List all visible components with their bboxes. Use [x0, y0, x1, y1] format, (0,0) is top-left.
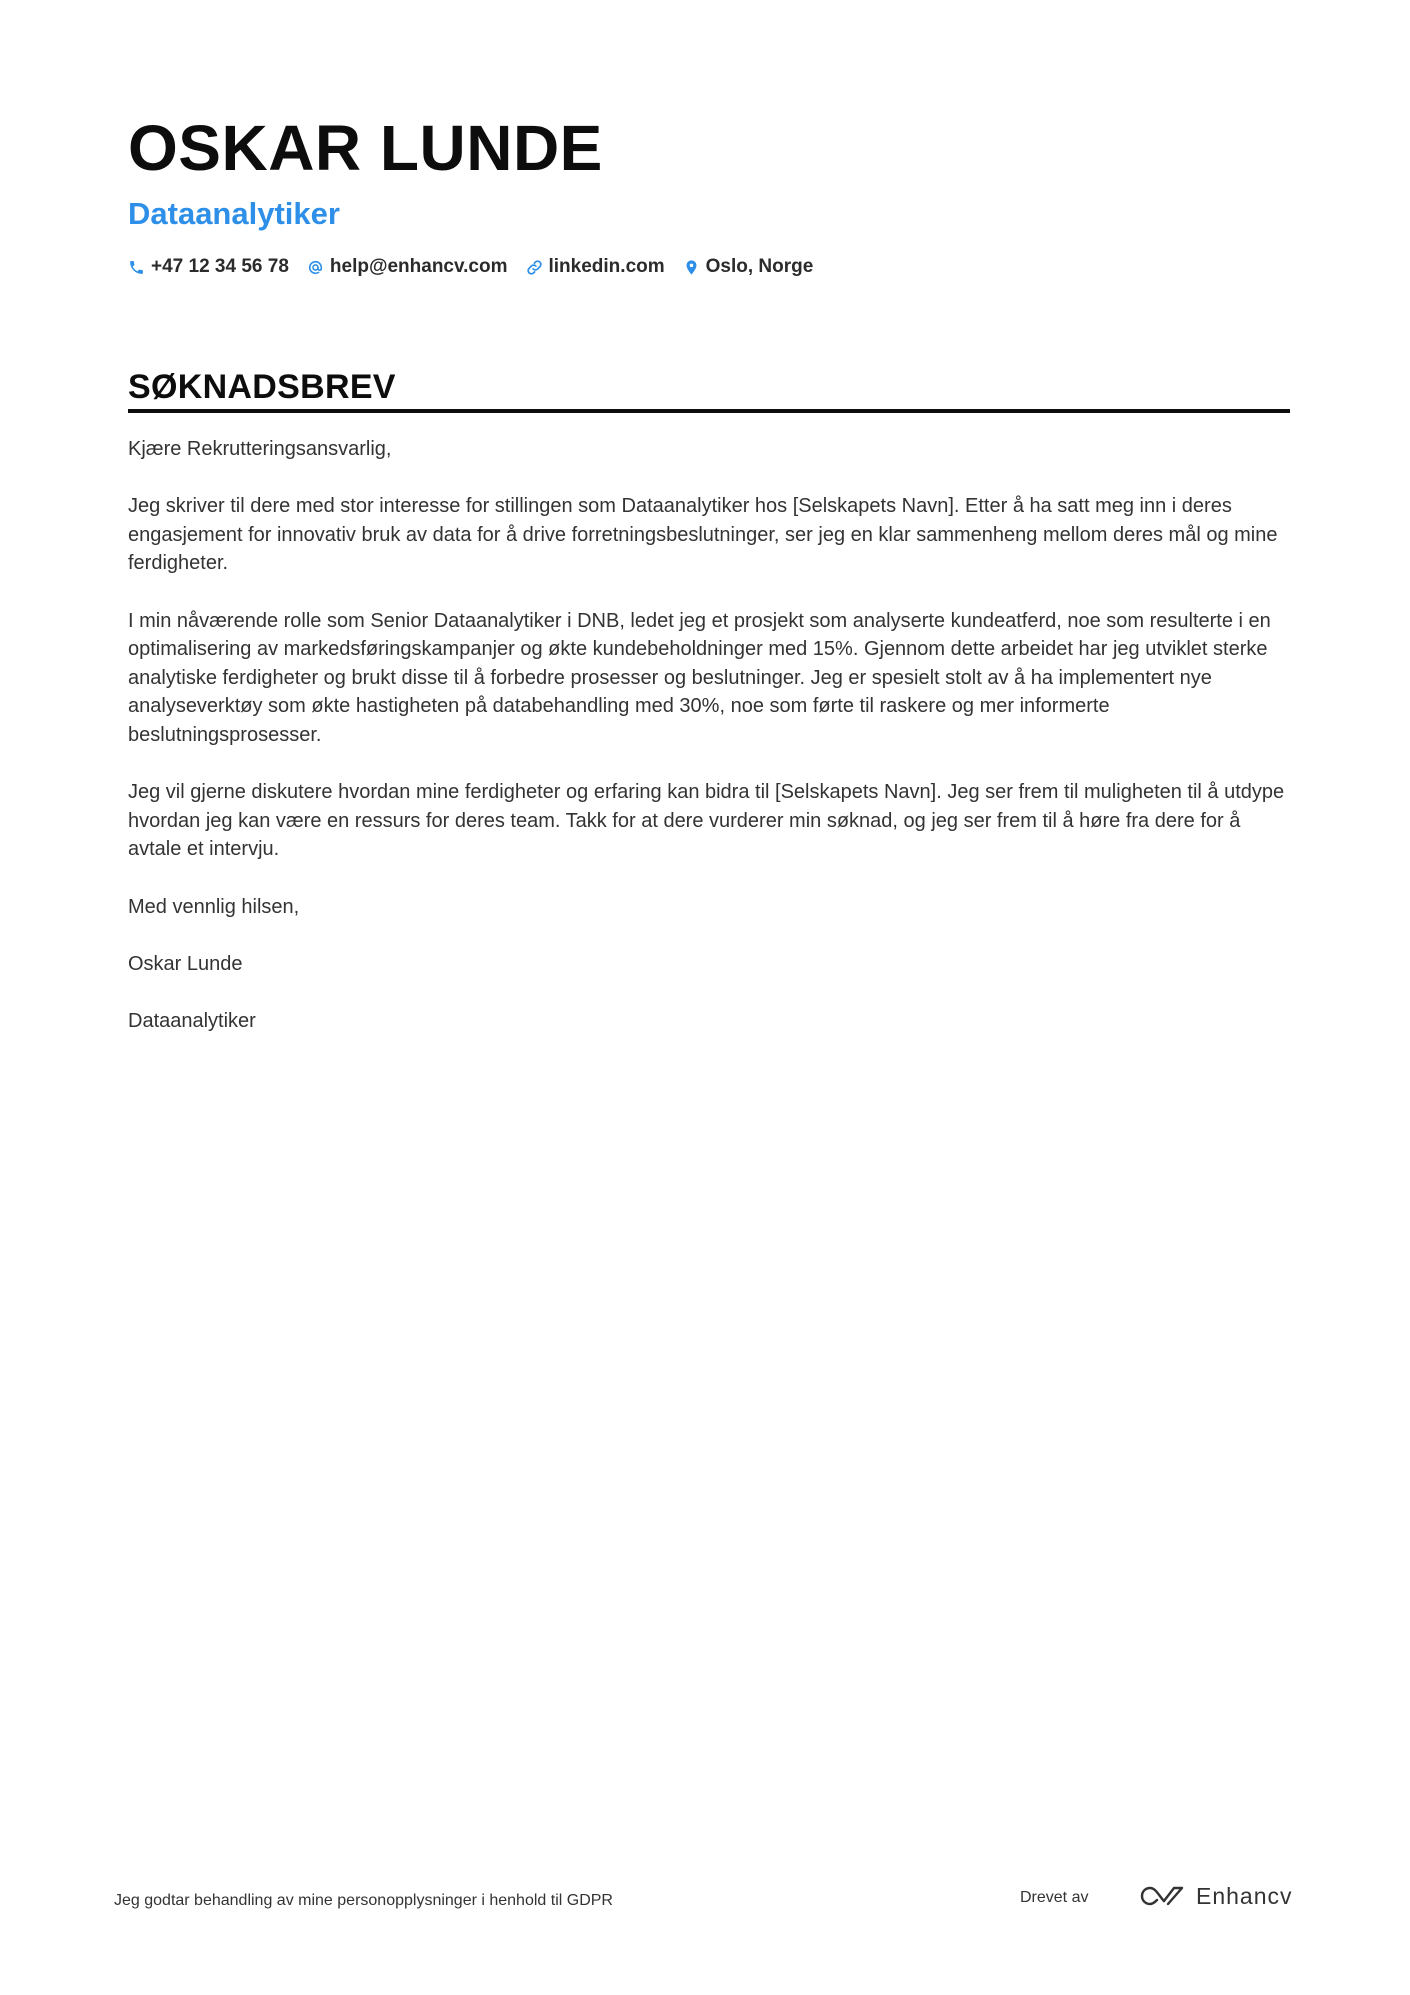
cover-letter-section — [128, 365, 1290, 1064]
phone-icon — [128, 259, 145, 276]
contact-phone — [128, 256, 289, 278]
link-icon — [526, 259, 543, 276]
letter-paragraph: I min nåværende rolle som Senior Dataanalytiker i DNB, ledet jeg et prosjekt som analyserte kundeatferd, noe som resulterte i en optimalisering av markedsføringskampanjer og økte kundebeholdninger med 15%. Gjennom dette arbeidet har jeg utviklet sterke analytiske ferdigheter og brukt disse til å forbedre prosesser og beslutninger. Jeg er spesielt stolt av å ha implementert nye analyseverktøy som økte hastigheten på databehandling med 30%, noe som førte til raskere og mer informerte beslutningsprosesser. — [128, 609, 1271, 746]
location-pin-icon — [683, 259, 700, 276]
enhancv-logo-icon — [1138, 1882, 1186, 1910]
section-title: SØKNADSBREV — [128, 368, 396, 406]
contact-link — [526, 256, 665, 278]
header — [128, 108, 1288, 278]
candidate-name: OSKAR LUNDE — [128, 112, 603, 184]
contact-bar — [128, 256, 1288, 278]
powered-by-label: Drevet av — [1020, 1889, 1089, 1906]
letter-paragraph: Jeg vil gjerne diskutere hvordan mine ferdigheter og erfaring kan bidra til [Selskapets Navn]. Jeg ser frem til muligheten til å utdype hvordan jeg kan være en ressurs for deres team. Takk for at dere vurderer min søknad, og jeg ser frem til å høre fra dere for å avtale et intervju. — [128, 781, 1285, 861]
brand-name: Enhancv — [1196, 1882, 1293, 1909]
section-divider — [128, 409, 1290, 413]
contact-location — [683, 256, 814, 278]
letter-closing: Med vennlig hilsen, — [128, 895, 300, 918]
letter-body — [128, 435, 1290, 1035]
letter-greeting: Kjære Rekrutteringsansvarlig, — [128, 438, 392, 460]
brand-link[interactable] — [1138, 1882, 1293, 1910]
letter-paragraph: Jeg skriver til dere med stor interesse for stillingen som Dataanalytiker hos [Selskapets Navn]. Etter å ha satt meg inn i deres engasjement for innovativ bruk av data for å drive forretningsbeslutninger, ser jeg en klar sammenheng mellom deres mål og mine ferdigheter. — [128, 495, 1278, 575]
signature-name: Oskar Lunde — [128, 952, 243, 975]
candidate-title: Dataanalytiker — [128, 196, 340, 231]
email-text: help@enhancv.com — [329, 256, 508, 277]
at-icon — [307, 259, 324, 276]
contact-email — [307, 256, 508, 278]
footer — [114, 1882, 1293, 1922]
phone-text: +47 12 34 56 78 — [151, 256, 289, 277]
gdpr-consent-text: Jeg godtar behandling av mine personopplysninger i henhold til GDPR — [114, 1892, 613, 1909]
link-text: linkedin.com — [548, 256, 665, 277]
location-text: Oslo, Norge — [705, 256, 814, 277]
signature-title: Dataanalytiker — [128, 1009, 256, 1032]
